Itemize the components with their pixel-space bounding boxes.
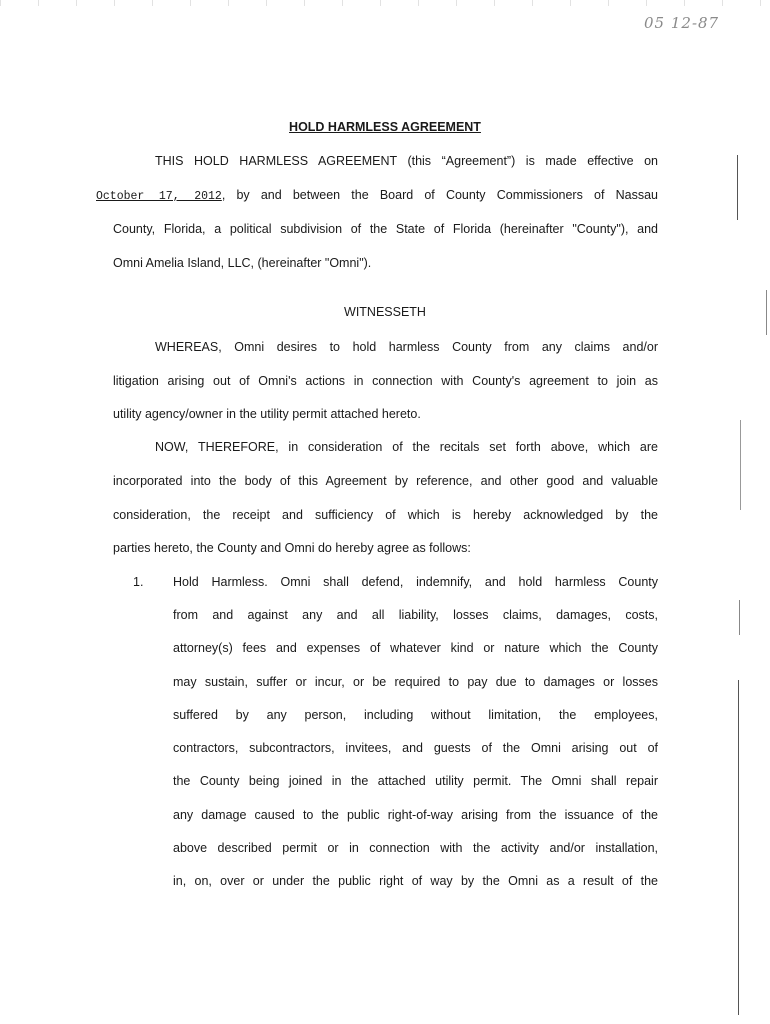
item-1-line-2: from and against any and all liability, losses claims, damages, costs, <box>173 608 658 622</box>
item-1-line-10: in, on, over or under the public right of way by the Omni as a result of the <box>173 874 658 888</box>
intro-line-4: Omni Amelia Island, LLC, (hereinafter "Omni"). <box>113 256 372 270</box>
now-therefore-line-2: incorporated into the body of this Agreement by reference, and other good and valuable <box>113 474 658 488</box>
margin-rule <box>739 600 740 635</box>
now-therefore-line-1: NOW, THEREFORE, in consideration of the recitals set forth above, which are <box>155 440 658 454</box>
margin-rule <box>740 420 741 510</box>
intro-line-1: THIS HOLD HARMLESS AGREEMENT (this “Agreement”) is made effective on <box>155 154 658 168</box>
intro-line-3: County, Florida, a political subdivision of the State of Florida (hereinafter "County"), and <box>113 222 658 236</box>
scan-artifact-top <box>0 0 770 6</box>
effective-date: October 17, 2012 <box>96 190 222 203</box>
item-1-line-6: contractors, subcontractors, invitees, and guests of the Omni arising out of <box>173 741 658 755</box>
item-1-line-7: the County being joined in the attached utility permit. The Omni shall repair <box>173 774 658 788</box>
item-1-line-9: above described permit or in connection with the activity and/or installation, <box>173 841 658 855</box>
item-1-line-3: attorney(s) fees and expenses of whatever kind or nature which the County <box>173 641 658 655</box>
whereas-line-2: litigation arising out of Omni's actions in connection with County's agreement to join as <box>113 374 658 388</box>
item-1-line-8: any damage caused to the public right-of-way arising from the issuance of the <box>173 808 658 822</box>
margin-rule <box>738 680 739 1015</box>
margin-rule <box>737 155 738 220</box>
whereas-line-3: utility agency/owner in the utility permit attached hereto. <box>113 407 421 421</box>
whereas-line-1: WHEREAS, Omni desires to hold harmless County from any claims and/or <box>155 340 658 354</box>
now-therefore-line-4: parties hereto, the County and Omni do hereby agree as follows: <box>113 541 471 555</box>
item-1-line-5: suffered by any person, including without limitation, the employees, <box>173 708 658 722</box>
document-title: HOLD HARMLESS AGREEMENT <box>289 120 481 134</box>
item-1-number: 1. <box>133 575 144 589</box>
item-1-line-1: Hold Harmless. Omni shall defend, indemnify, and hold harmless County <box>173 575 658 589</box>
handwritten-note: 05 12-87 <box>644 14 720 32</box>
item-1-line-4: may sustain, suffer or incur, or be required to pay due to damages or losses <box>173 675 658 689</box>
margin-rule <box>766 290 767 335</box>
witnesseth-heading: WITNESSETH <box>344 305 426 319</box>
intro-line-2: October 17, 2012, by and between the Board of County Commissioners of Nassau <box>96 188 658 203</box>
now-therefore-line-3: consideration, the receipt and sufficiency of which is hereby acknowledged by the <box>113 508 658 522</box>
